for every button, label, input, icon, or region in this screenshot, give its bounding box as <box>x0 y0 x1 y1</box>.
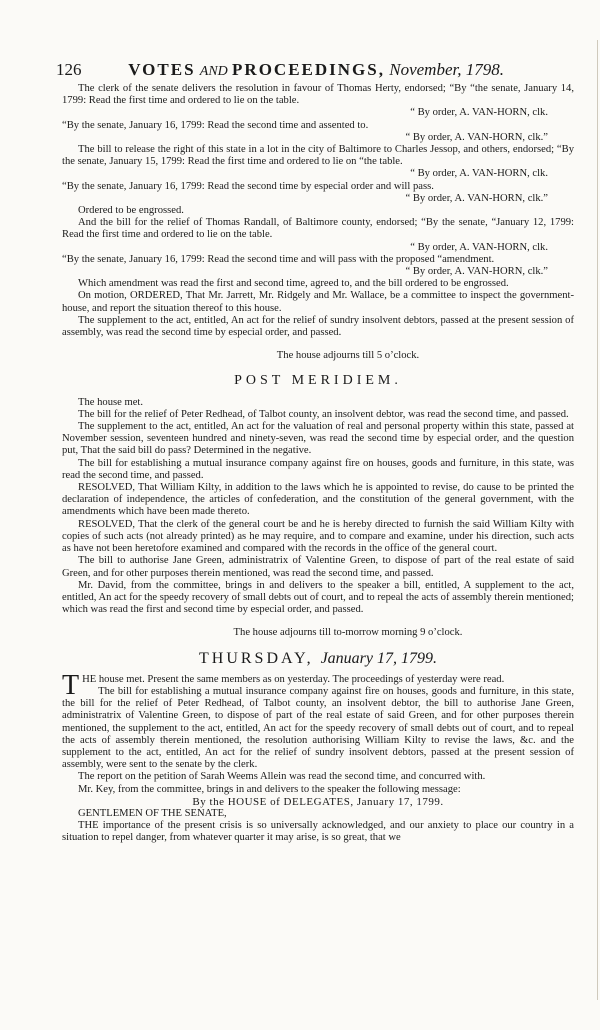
running-title-and: AND <box>199 64 228 79</box>
afternoon-proceedings <box>62 397 574 639</box>
paragraph: “By the senate, January 16, 1799: Read the second time and will pass with the proposed “amendment. <box>62 253 495 265</box>
page-header <box>56 60 576 82</box>
signature-line: “ By order, A. VAN-HORN, clk.” <box>405 266 548 278</box>
thursday-opening-text: HE house met. Present the same members as on yesterday. The proceedings of yesterday were read. <box>82 673 505 685</box>
paragraph: The report on the petition of Sarah Weems Allein was read the second time, and concurred with. <box>78 771 486 783</box>
drop-cap: T <box>62 669 80 701</box>
paragraph: And the bill for the relief of Thomas Randall, of Baltimore county, endorsed; “By the senate, “January 12, 1799: Read the first time and ordered to lie on the table. <box>62 217 574 241</box>
section-heading-post-meridiem: POST MERIDIEM. <box>234 372 402 388</box>
paragraph: The bill to release the right of this state in a lot in the city of Baltimore to Charles Jessop, and others, endorsed; “By the senate, January 15, 1799: Read the first time and ordered to lie on “the table. <box>62 144 574 168</box>
paragraph: “By the senate, January 16, 1799: Read the second time by especial order and will pass. <box>62 180 434 192</box>
paragraph: The supplement to the act, entitled, An act for the relief of sundry insolvent debtors, passed at the present session of assembly, was read the second time by especial order, and passed. <box>62 314 574 339</box>
page-body <box>62 83 574 845</box>
paragraph: The bill for establishing a mutual insurance company against fire on houses, goods and furniture, in this state, was read the second time, and passed. <box>62 457 574 481</box>
paragraph: “By the senate, January 16, 1799: Read the second time and assented to. <box>62 119 369 131</box>
paragraph: Mr. David, from the committee, brings in and delivers to the speaker a bill, entitled, A supplement to the act, entitled, An act for the speedy recovery of small debts out of court, and to repeal the acts of assembly therein mentioned; which was read the first and second time by especial order, and passed. <box>62 579 574 616</box>
thursday-date: January 17, 1799. <box>320 649 438 667</box>
running-title-left: VOTES <box>128 60 196 79</box>
signature-line: “ By order, A. VAN-HORN, clk.” <box>405 131 548 143</box>
signature-line: “ By order, A. VAN-HORN, clk. <box>410 168 548 180</box>
paragraph: The clerk of the senate delivers the resolution in favour of Thomas Herty, endorsed; “By “the senate, January 14, 1799: Read the first time and ordered to lie on the table. <box>62 83 574 107</box>
running-title-right: PROCEEDINGS, <box>232 60 385 79</box>
thursday-proceedings <box>62 686 574 796</box>
adjournment-line: The house adjourns till 5 o’clock. <box>276 349 420 361</box>
message-heading: By the HOUSE of DELEGATES, January 17, 1799. <box>192 795 444 808</box>
page-number: 126 <box>56 60 82 79</box>
paragraph: The supplement to the act, entitled, An act for the valuation of real and personal property within this state, passed at November session, seventeen hundred and ninety-seven, was read the second time by especial order, and the question put, That the said bill do pass? Determined in the negative. <box>62 421 574 457</box>
thursday-day: THURSDAY, <box>198 649 314 667</box>
paragraph: Mr. Key, from the committee, brings in and delivers to the speaker the following message: <box>78 783 461 795</box>
message-paragraph: THE importance of the present crisis is so universally acknowledged, and our anxiety to place our country in a situation to repel danger, from whatever quarter it may arise, is so great, that we <box>62 820 574 844</box>
adjournment-line: The house adjourns till to-morrow morning 9 o’clock. <box>233 626 463 638</box>
paragraph: The bill for the relief of Peter Redhead, of Talbot county, an insolvent debtor, was read the second time, and passed. <box>78 408 569 420</box>
thursday-opening-paragraph <box>62 669 574 701</box>
paragraph: The bill to authorise Jane Green, administratrix of Valentine Green, to dispose of part of the real estate of said Green, and for other purposes therein mentioned, was read the second time, and passed. <box>62 555 574 579</box>
paragraph: Ordered to be engrossed. <box>78 205 184 217</box>
paragraph: Which amendment was read the first and second time, agreed to, and the bill ordered to be engrossed. <box>78 278 509 290</box>
morning-proceedings <box>62 83 574 362</box>
paragraph: The house met. <box>78 396 144 408</box>
signature-line: “ By order, A. VAN-HORN, clk. <box>410 241 548 253</box>
paragraph: RESOLVED, That the clerk of the general court be and he is hereby directed to furnish the said William Kilty with copies of such acts (not already printed) as he may require, and to compare and examine, under his direction, such acts as have not been heretofore examined and compared with the records in the office of the general court. <box>62 518 574 555</box>
running-title-date: November, 1798. <box>389 60 504 79</box>
signature-line: “ By order, A. VAN-HORN, clk. <box>410 107 548 119</box>
message-salutation: GENTLEMEN OF THE SENATE, <box>78 807 227 819</box>
page-edge <box>597 40 598 1000</box>
signature-line: “ By order, A. VAN-HORN, clk.” <box>405 192 548 204</box>
section-heading-thursday <box>62 650 574 668</box>
paragraph: RESOLVED, That William Kilty, in addition to the laws which he is appointed to revise, do cause to be printed the declaration of independence, the articles of confederation, and the constitution of the general government, with the amendments which have been made thereto. <box>62 482 574 518</box>
paragraph: On motion, ORDERED, That Mr. Jarrett, Mr. Ridgely and Mr. Wallace, be a committee to inspect the government-house, and report the situation thereof to this house. <box>62 290 574 314</box>
paragraph: The bill for establishing a mutual insurance company against fire on houses, goods and furniture, in this state, the bill for the relief of Peter Redhead, of Talbot county, an insolvent debtor, the bill to authorise Jane Green, administratrix of Valentine Green, to dispose of part of the real estate of said Green, and for other purposes therein mentioned, the supplement to the act, entitled, An act for the speedy recovery of small debts out of court, and to repeal the acts of assembly therein mentioned, the resolution authorising William Kilty to revise the laws, &c. and the supplement to the act, entitled, An act for the relief of sundry insolvent debtors, passed at the present session of assembly, were sent to the senate by the clerk. <box>62 685 574 771</box>
